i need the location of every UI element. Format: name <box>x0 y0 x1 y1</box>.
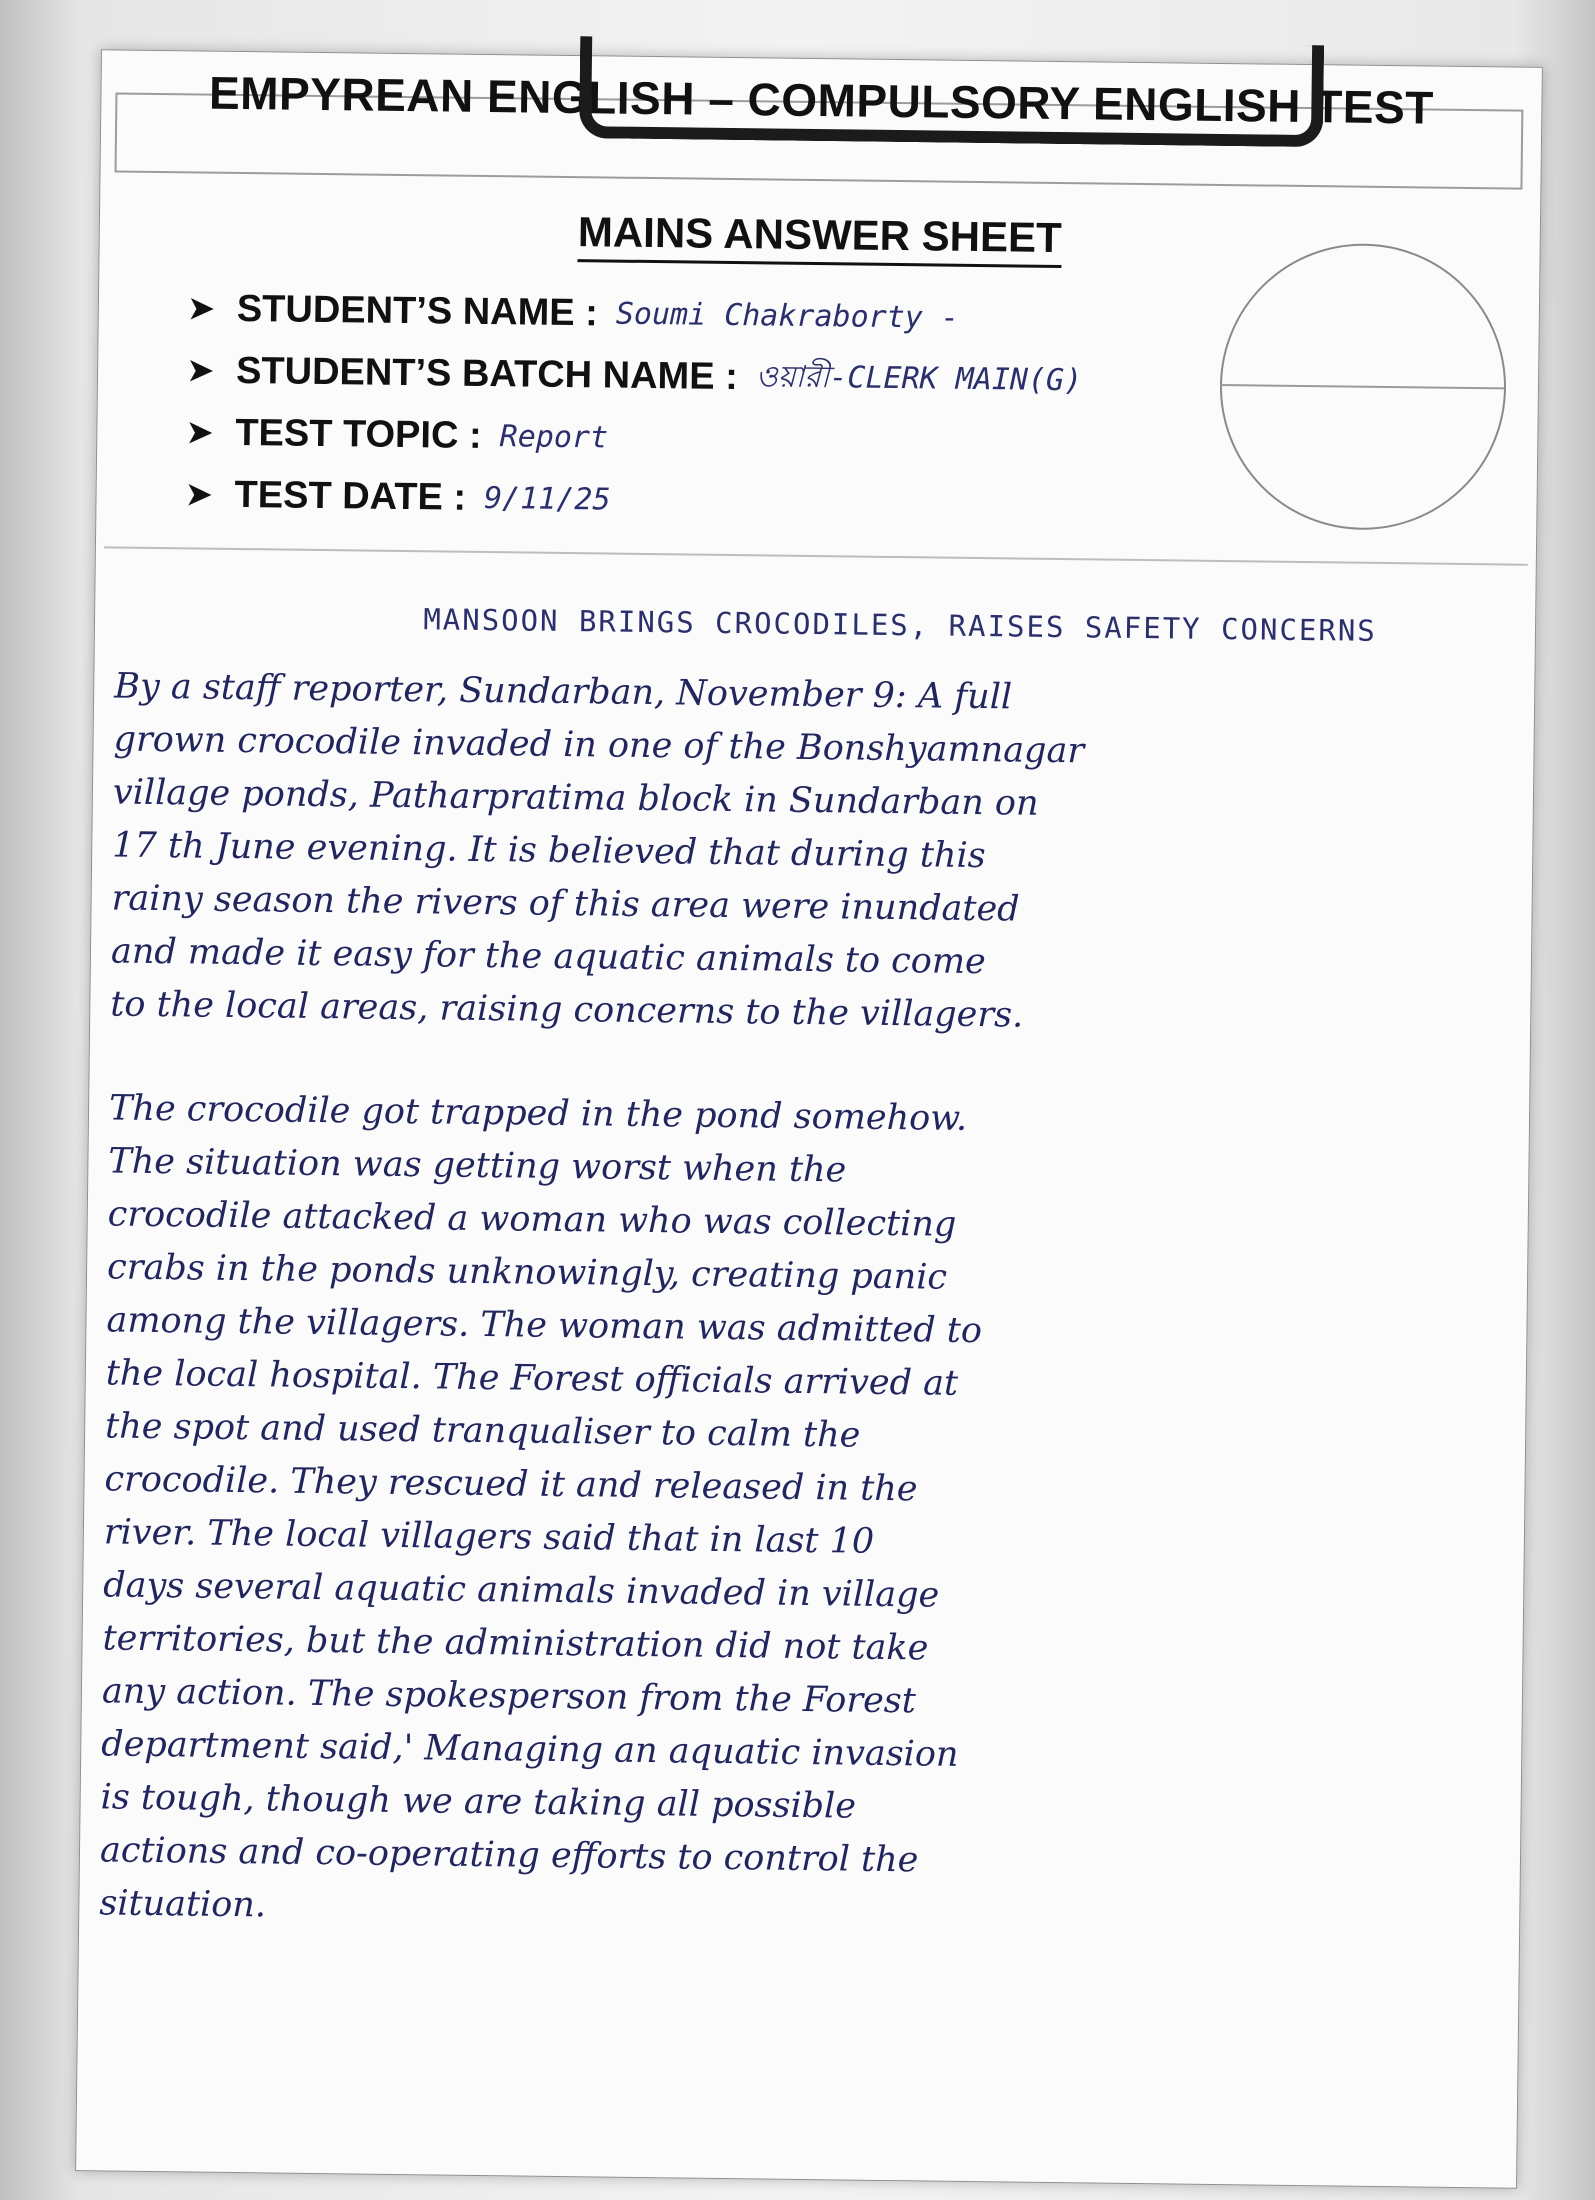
handwritten-line: crabs in the ponds unknowingly, creating panic <box>106 1247 948 1298</box>
field-label: STUDENT’S NAME : <box>236 287 599 334</box>
handwritten-line: actions and co-operating efforts to control the <box>99 1830 919 1881</box>
handwritten-line: days several aquatic animals invaded in village <box>103 1565 940 1616</box>
handwritten-line: is tough, though we are taking all possible <box>100 1777 857 1827</box>
handwritten-line: department said,' Managing an aquatic invasion <box>101 1724 959 1775</box>
clipboard-clip <box>579 36 1324 147</box>
handwritten-line: crocodile attacked a woman who was collecting <box>107 1194 957 1245</box>
field-value: Report <box>499 418 609 455</box>
arrow-bullet-icon: ➤ <box>185 413 215 452</box>
arrow-bullet-icon: ➤ <box>185 351 215 390</box>
handwritten-line: The crocodile got trapped in the pond somehow. <box>108 1088 968 1139</box>
field-test-date <box>184 463 1265 538</box>
arrow-bullet-icon: ➤ <box>186 289 216 328</box>
handwritten-line: crocodile. They rescued it and released in the <box>104 1459 918 1510</box>
arrow-bullet-icon: ➤ <box>184 475 214 514</box>
handwritten-line: and made it easy for the aquatic animals to come <box>110 931 987 983</box>
handwritten-line: to the local areas, raising concerns to the villagers. <box>110 984 1024 1036</box>
header-divider <box>104 546 1528 565</box>
handwritten-line: river. The local villagers said that in last 10 <box>103 1512 875 1562</box>
handwritten-line: territories, but the administration did not take <box>102 1618 929 1669</box>
sheet-subtitle-text: MAINS ANSWER SHEET <box>578 208 1062 268</box>
handwritten-line: the spot and used tranqualiser to calm the <box>104 1406 861 1456</box>
field-value: 9/11/25 <box>483 480 611 518</box>
student-fields <box>184 277 1267 538</box>
handwritten-line: 17 th June evening. It is believed that during this <box>112 825 986 877</box>
answer-sheet <box>75 49 1543 2188</box>
field-value: ওয়ারী-CLERK MAIN(G) <box>755 358 1083 398</box>
answer-headline: MANSOON BRINGS CROCODILES, RAISES SAFETY CONCERNS <box>423 602 1377 648</box>
handwritten-line: the local hospital. The Forest officials arrived at <box>105 1353 959 1404</box>
answer-paragraph-2 <box>99 1082 1509 1947</box>
field-label: TEST DATE : <box>234 473 467 519</box>
handwritten-line: rainy season the rivers of this area were inundated <box>111 878 1020 930</box>
handwritten-line: grown crocodile invaded in one of the Bonshyamnagar <box>113 719 1085 772</box>
answer-paragraph-1 <box>110 660 1514 1048</box>
field-value: Soumi Chakraborty - <box>615 296 960 336</box>
field-label: TEST TOPIC : <box>235 411 482 457</box>
handwritten-line: village ponds, Patharpratima block in Sundarban on <box>112 772 1039 824</box>
field-label: STUDENT’S BATCH NAME : <box>235 349 739 398</box>
sheet-title: EMPYREAN ENGLISH – COMPULSORY ENGLISH TEST <box>208 66 1435 134</box>
handwritten-line: any action. The spokesperson from the Forest <box>101 1671 917 1722</box>
handwritten-line: among the villagers. The woman was admitted to <box>106 1300 983 1352</box>
handwritten-line: By a staff reporter, Sundarban, November 9: A full <box>113 666 1013 718</box>
handwritten-line: The situation was getting worst when the <box>108 1141 847 1191</box>
handwritten-line: situation. <box>99 1883 267 1926</box>
